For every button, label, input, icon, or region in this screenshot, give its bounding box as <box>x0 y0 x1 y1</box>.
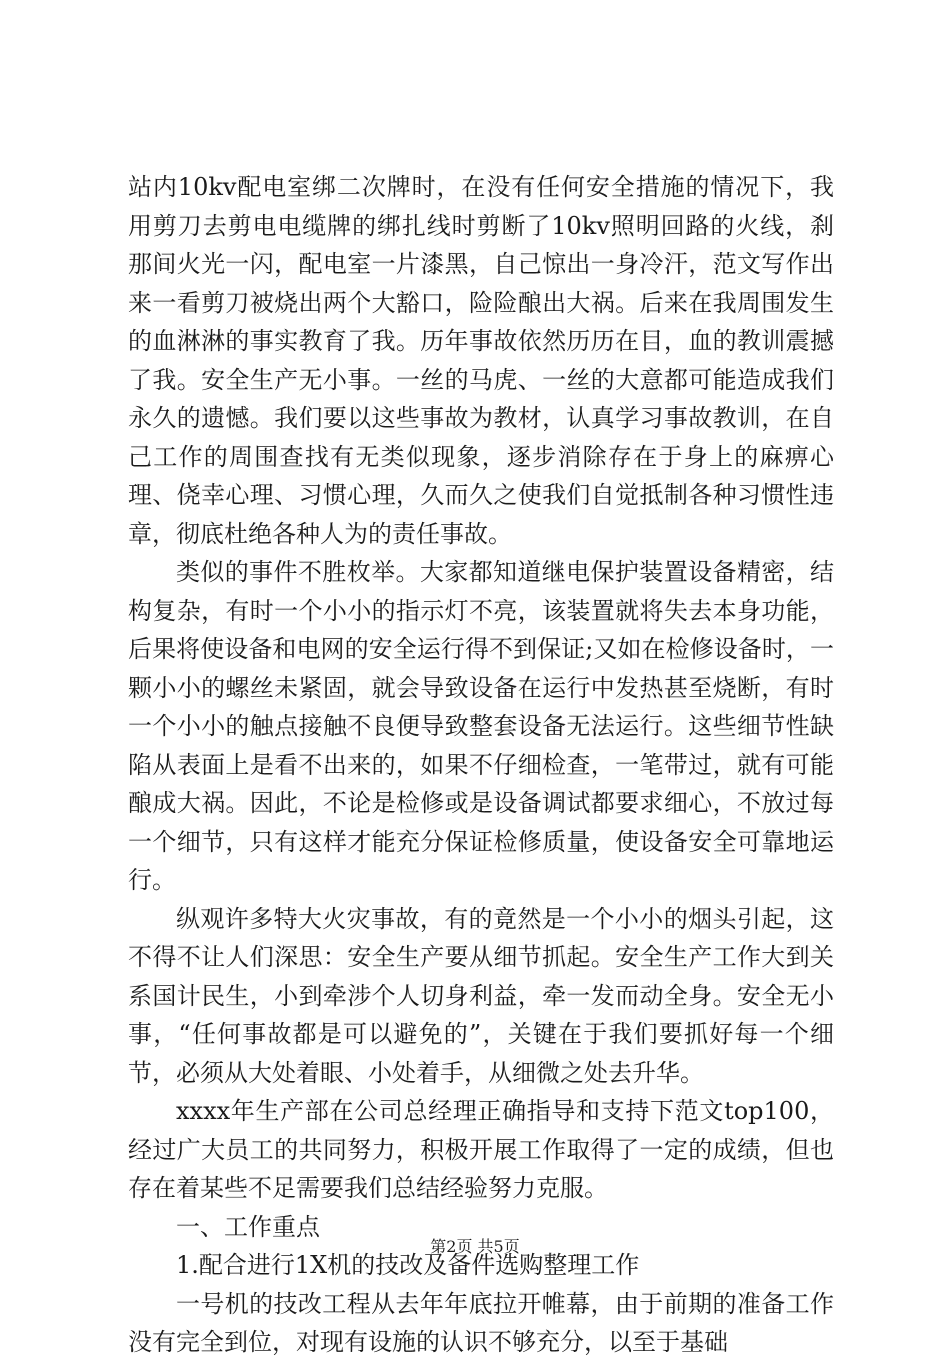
paragraph-1: 站内10kv配电室绑二次牌时，在没有任何安全措施的情况下，我用剪刀去剪电电缆牌的绑扎线时剪断了10kv照明回路的火线，刹那间火光一闪，配电室一片漆黑，自己惊出一身冷汗，范文写作出来一看剪刀被烧出两个大豁口，险险酿出大祸。后来在我周围发生的血淋淋的事实教育了我。历年事故依然历历在目，血的教训震撼了我。安全生产无小事。一丝的马虎、一丝的大意都可能造成我们永久的遗憾。我们要以这些事故为教材，认真学习事故教训，在自己工作的周围查找有无类似现象，逐步消除存在于身上的麻痹心理、侥幸心理、习惯心理，久而久之使我们自觉抵制各种习惯性违章，彻底杜绝各种人为的责任事故。 <box>128 173 834 548</box>
subsection-heading: 1.配合进行1X机的技改及备件选购整理工作 <box>176 1251 640 1279</box>
section-heading: 一、工作重点 <box>176 1212 320 1241</box>
paragraph-2: 类似的事件不胜枚举。大家都知道继电保护装置设备精密，结构复杂，有时一个小小的指示灯不亮，该装置就将失去本身功能，后果将使设备和电网的安全运行得不到保证;又如在检修设备时，一颗小小的螺丝未紧固，就会导致设备在运行中发热甚至烧断，有时一个小小的触点接触不良便导致整套设备无法运行。这些细节性缺陷从表面上是看不出来的，如果不仔细检查，一笔带过，就有可能酿成大祸。因此，不论是检修或是设备调试都要求细心，不放过每一个细节，只有这样才能充分保证检修质量，使设备安全可靠地运行。 <box>128 558 834 894</box>
document-body <box>128 168 834 1362</box>
page-number-footer: 第2页 共5页 <box>430 1237 520 1256</box>
paragraph-4: xxxx年生产部在公司总经理正确指导和支持下范文top100，经过广大员工的共同努力，积极开展工作取得了一定的成绩，但也存在着某些不足需要我们总结经验努力克服。 <box>128 1097 834 1202</box>
paragraph-3: 纵观许多特大火灾事故，有的竟然是一个小小的烟头引起，这不得不让人们深思：安全生产要从细节抓起。安全生产工作大到关系国计民生，小到牵涉个人切身利益，牵一发而动全身。安全无小事，“任何事故都是可以避免的”，关键在于我们要抓好每一个细节，必须从大处着眼、小处着手，从细微之处去升华。 <box>128 904 834 1087</box>
paragraph-5: 一号机的技改工程从去年年底拉开帷幕，由于前期的准备工作没有完全到位，对现有设施的认识不够充分，以至于基础 <box>128 1289 834 1356</box>
